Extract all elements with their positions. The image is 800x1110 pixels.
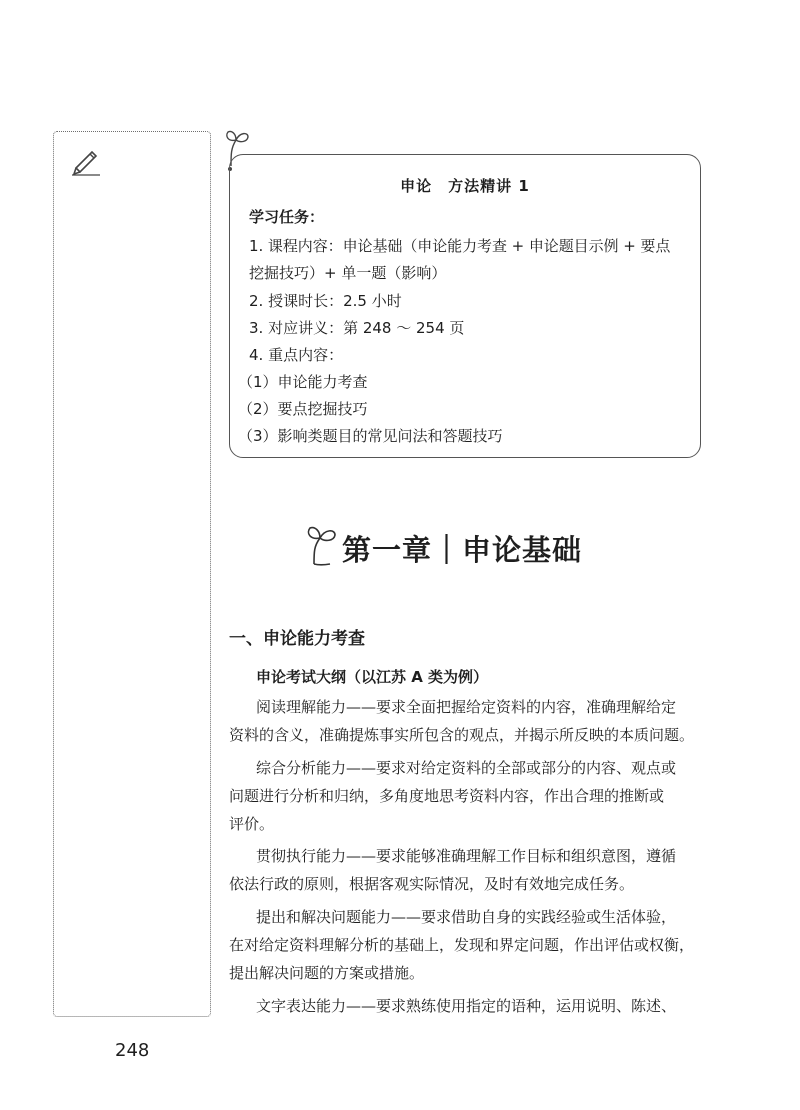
body-line: 贯彻执行能力——要求能够准确理解工作目标和组织意图，遵循	[256, 847, 677, 865]
chapter-title: 第一章｜申论基础	[342, 533, 583, 567]
outline-heading: 申论考试大纲（以江苏 A 类为例）	[256, 668, 489, 686]
body-line: 依法行政的原则，根据客观实际情况，及时有效地完成任务。	[229, 875, 635, 893]
body-line: 问题进行分析和归纳，多角度地思考资料内容，作出合理的推断或	[229, 787, 665, 805]
body-line: 提出解决问题的方案或措施。	[229, 964, 425, 982]
body-line: 提出和解决问题能力——要求借助自身的实践经验或生活体验，	[256, 908, 677, 926]
pencil-icon	[70, 146, 104, 176]
task-line: （3）影响类题目的常见问法和答题技巧	[238, 427, 503, 445]
task-line: 2. 授课时长：2.5 小时	[249, 292, 402, 310]
task-line: 4. 重点内容：	[249, 346, 344, 364]
task-line: 3. 对应讲义：第 248 ～ 254 页	[249, 319, 465, 337]
body-line: 文字表达能力——要求熟练使用指定的语种，运用说明、陈述、	[256, 997, 677, 1015]
task-line: 挖掘技巧）+ 单一题（影响）	[249, 264, 447, 282]
page-number: 248	[115, 1040, 150, 1061]
body-line: 综合分析能力——要求对给定资料的全部或部分的内容、观点或	[256, 759, 677, 777]
task-box	[229, 154, 701, 458]
task-heading: 学习任务：	[249, 208, 325, 226]
sprout-icon	[300, 524, 340, 568]
section-heading: 一、申论能力考查	[229, 629, 365, 649]
body-line: 评价。	[229, 815, 275, 833]
task-line: 1. 课程内容：申论基础（申论能力考查 + 申论题目示例 + 要点	[249, 237, 671, 255]
body-line: 阅读理解能力——要求全面把握给定资料的内容，准确理解给定	[256, 698, 677, 716]
task-line: （1）申论能力考查	[238, 373, 368, 391]
chapter-header	[300, 520, 620, 580]
task-line: （2）要点挖掘技巧	[238, 400, 368, 418]
task-title: 申论 方法精讲 1	[400, 177, 530, 195]
body-line: 资料的含义，准确提炼事实所包含的观点，并揭示所反映的本质问题。	[229, 726, 695, 744]
notes-column	[53, 131, 211, 1017]
body-line: 在对给定资料理解分析的基础上，发现和界定问题，作出评估或权衡，	[229, 936, 695, 954]
